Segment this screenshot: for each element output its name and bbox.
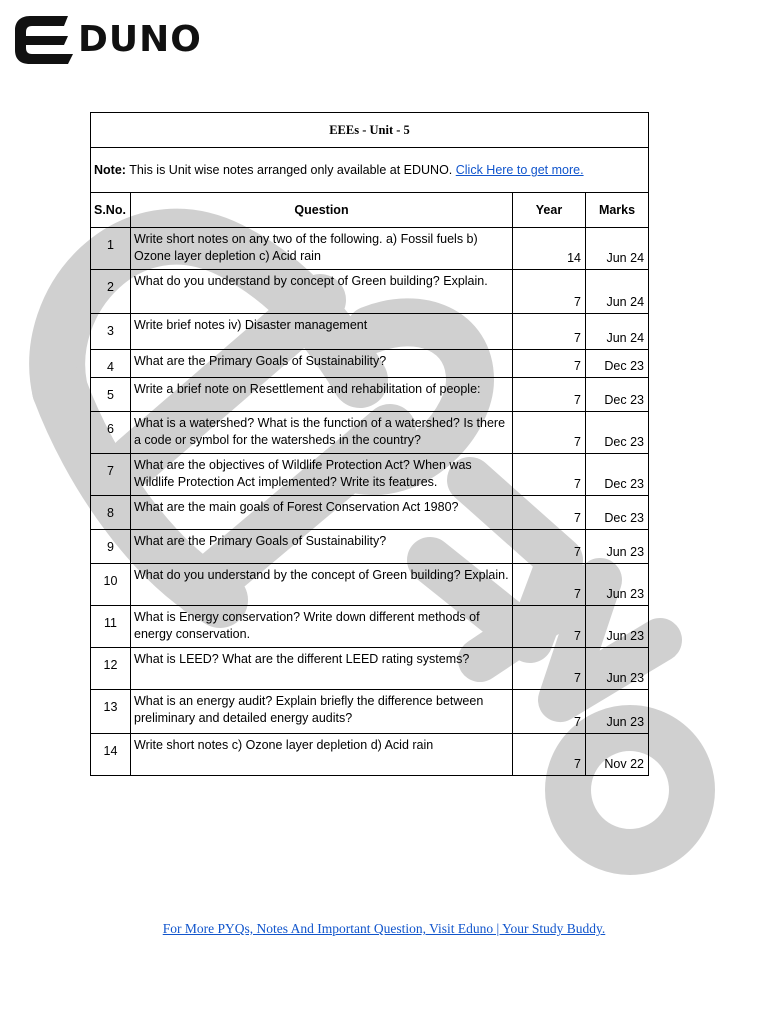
table-row <box>91 648 649 690</box>
year-cell: 7 <box>513 378 586 412</box>
year-cell: 7 <box>513 606 586 648</box>
sno-cell: 9 <box>91 530 131 564</box>
sno-cell: 11 <box>91 606 131 648</box>
marks-cell: Jun 24 <box>586 270 649 314</box>
table-row <box>91 378 649 412</box>
year-cell: 7 <box>513 564 586 606</box>
sno-cell: 6 <box>91 412 131 454</box>
year-cell: 7 <box>513 270 586 314</box>
sno-cell: 4 <box>91 350 131 378</box>
question-cell: Write short notes on any two of the following. a) Fossil fuels b) Ozone layer depletion c) Acid rain <box>131 228 513 270</box>
year-cell: 7 <box>513 314 586 350</box>
click-here-link[interactable]: Click Here to get more. <box>455 163 584 177</box>
question-cell: What are the objectives of Wildlife Protection Act? When was Wildlife Protection Act implemented? Write its features. <box>131 454 513 496</box>
header-marks: Marks <box>586 193 649 228</box>
sno-cell: 10 <box>91 564 131 606</box>
marks-cell: Dec 23 <box>586 412 649 454</box>
table-row <box>91 350 649 378</box>
table-row <box>91 454 649 496</box>
year-cell: 7 <box>513 350 586 378</box>
marks-cell: Jun 24 <box>586 314 649 350</box>
question-cell: What is Energy conservation? Write down different methods of energy conservation. <box>131 606 513 648</box>
table-row <box>91 530 649 564</box>
question-cell: What is a watershed? What is the function of a watershed? Is there a code or symbol for the watersheds in the country? <box>131 412 513 454</box>
table-row <box>91 228 649 270</box>
marks-cell: Jun 23 <box>586 606 649 648</box>
year-cell: 7 <box>513 648 586 690</box>
marks-cell: Dec 23 <box>586 454 649 496</box>
page-title: EEEs - Unit - 5 <box>91 113 649 148</box>
sno-cell: 13 <box>91 690 131 734</box>
table-row <box>91 606 649 648</box>
table-header-row <box>91 193 649 228</box>
question-cell: What do you understand by concept of Green building? Explain. <box>131 270 513 314</box>
marks-cell: Nov 22 <box>586 734 649 776</box>
question-cell: What are the Primary Goals of Sustainability? <box>131 350 513 378</box>
marks-cell: Dec 23 <box>586 496 649 530</box>
header-year: Year <box>513 193 586 228</box>
brand-name: DUNO <box>78 19 202 60</box>
year-cell: 7 <box>513 496 586 530</box>
footer <box>0 921 768 937</box>
question-cell: Write a brief note on Resettlement and rehabilitation of people: <box>131 378 513 412</box>
sno-cell: 5 <box>91 378 131 412</box>
sno-cell: 3 <box>91 314 131 350</box>
year-cell: 7 <box>513 734 586 776</box>
sno-cell: 2 <box>91 270 131 314</box>
sno-cell: 1 <box>91 228 131 270</box>
table-row <box>91 270 649 314</box>
unit-questions-table <box>90 112 649 776</box>
sno-cell: 7 <box>91 454 131 496</box>
sno-cell: 12 <box>91 648 131 690</box>
table-row <box>91 690 649 734</box>
question-cell: What is LEED? What are the different LEED rating systems? <box>131 648 513 690</box>
table-row <box>91 564 649 606</box>
question-cell: What are the main goals of Forest Conservation Act 1980? <box>131 496 513 530</box>
year-cell: 7 <box>513 454 586 496</box>
footer-link[interactable]: For More PYQs, Notes And Important Question, Visit Eduno | Your Study Buddy. <box>162 921 606 936</box>
eduno-e-logo-icon <box>12 12 74 68</box>
note-text: This is Unit wise notes arranged only available at EDUNO. <box>125 163 456 177</box>
header-sno: S.No. <box>91 193 131 228</box>
question-cell: What is an energy audit? Explain briefly the difference between preliminary and detailed energy audits? <box>131 690 513 734</box>
header-question: Question <box>131 193 513 228</box>
table-row <box>91 412 649 454</box>
note-row <box>91 148 649 193</box>
question-cell: Write brief notes iv) Disaster management <box>131 314 513 350</box>
sno-cell: 14 <box>91 734 131 776</box>
table-row <box>91 314 649 350</box>
sno-cell: 8 <box>91 496 131 530</box>
marks-cell: Dec 23 <box>586 378 649 412</box>
year-cell: 14 <box>513 228 586 270</box>
marks-cell: Dec 23 <box>586 350 649 378</box>
table-row <box>91 496 649 530</box>
year-cell: 7 <box>513 530 586 564</box>
question-cell: What do you understand by the concept of Green building? Explain. <box>131 564 513 606</box>
note-label: Note: <box>94 163 126 177</box>
marks-cell: Jun 24 <box>586 228 649 270</box>
question-cell: Write short notes c) Ozone layer depletion d) Acid rain <box>131 734 513 776</box>
marks-cell: Jun 23 <box>586 564 649 606</box>
year-cell: 7 <box>513 412 586 454</box>
table-row <box>91 734 649 776</box>
question-cell: What are the Primary Goals of Sustainability? <box>131 530 513 564</box>
eduno-logo <box>12 12 202 68</box>
year-cell: 7 <box>513 690 586 734</box>
marks-cell: Jun 23 <box>586 690 649 734</box>
marks-cell: Jun 23 <box>586 648 649 690</box>
marks-cell: Jun 23 <box>586 530 649 564</box>
